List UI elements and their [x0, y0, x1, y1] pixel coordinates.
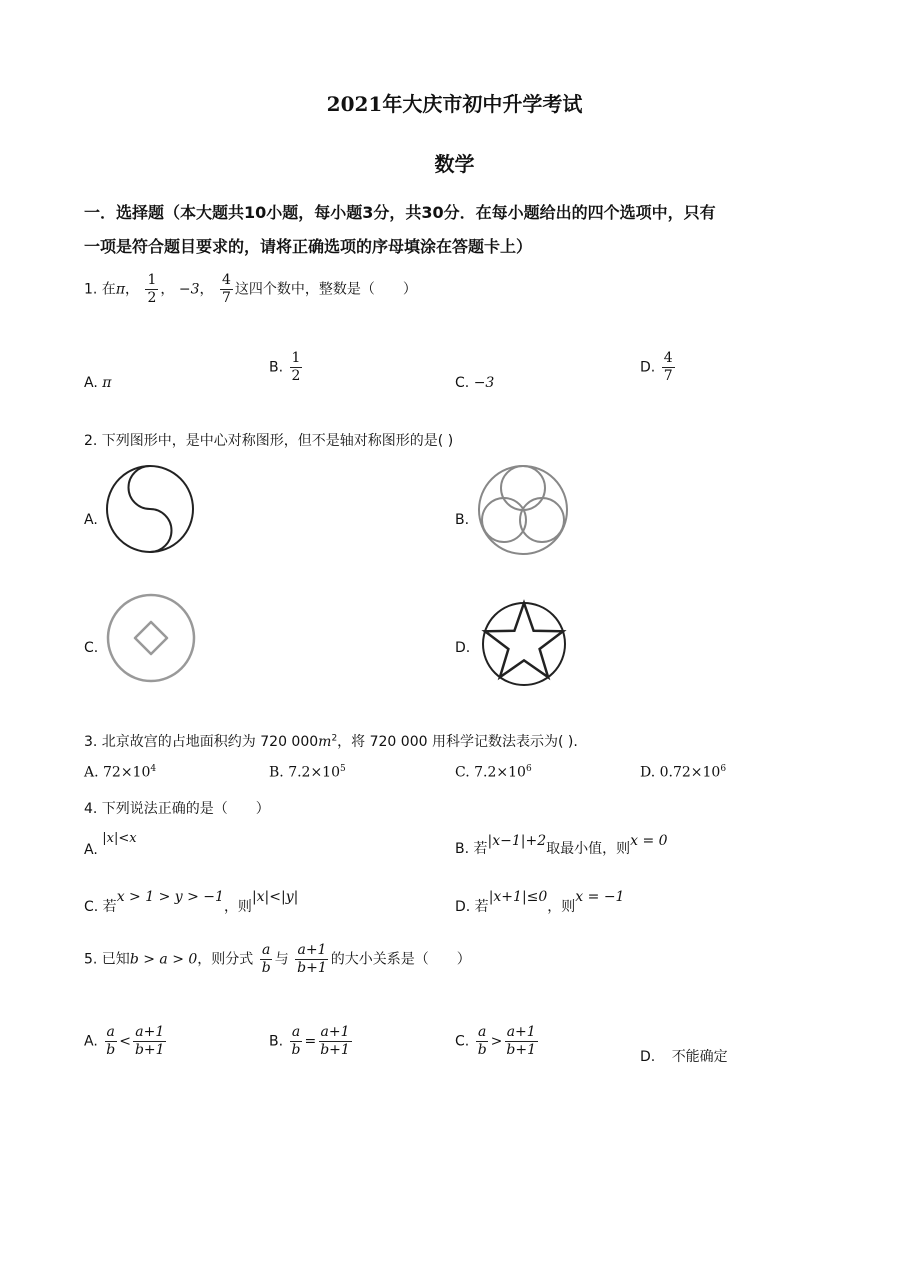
- option-fraction-left: [290, 1024, 303, 1059]
- q5-condition: b > a > 0: [129, 951, 198, 968]
- q1-fraction-47: [220, 272, 233, 307]
- option-expr: |x−1|+2: [487, 833, 547, 849]
- q5-option-a[interactable]: [84, 1024, 169, 1059]
- q4-option-c[interactable]: [84, 886, 299, 915]
- option-expr: x > 1 > y > −1: [116, 889, 224, 905]
- fraction-den: 2: [291, 368, 301, 384]
- q1-prefix: 1. 在: [84, 281, 116, 298]
- fraction-den: b+1: [506, 1042, 536, 1058]
- option-label: D.: [640, 359, 656, 376]
- q5-fraction-a-b: [260, 942, 273, 977]
- q1-option-c[interactable]: [455, 375, 494, 391]
- fraction-den: b+1: [320, 1042, 350, 1058]
- q3-option-d[interactable]: [640, 764, 726, 781]
- q3-text-b: ，将 720 000 用科学记数法表示为( ).: [337, 734, 578, 750]
- option-fraction: [662, 350, 675, 385]
- option-relation: <: [119, 1033, 131, 1050]
- fraction-num: a+1: [506, 1024, 536, 1040]
- option-relation: >: [490, 1033, 503, 1050]
- option-label: A.: [84, 1033, 98, 1050]
- fraction-den: b: [106, 1042, 116, 1058]
- option-fraction-right: [318, 1024, 352, 1059]
- option-exp: 4: [150, 764, 157, 774]
- q5-suffix: 的大小关系是（ ）: [330, 951, 471, 968]
- question-2: 2. 下列图形中，是中心对称图形，但不是轴对称图形的是( ): [84, 433, 454, 449]
- option-fraction-right: [504, 1024, 538, 1059]
- q1-sep: ，: [199, 281, 214, 298]
- q5-with: 与: [274, 951, 289, 968]
- fraction-den: b: [261, 960, 271, 976]
- three-circles-figure[interactable]: [472, 460, 574, 556]
- fraction-num: a: [106, 1024, 115, 1040]
- q1-option-b[interactable]: [269, 350, 304, 385]
- q3-option-c[interactable]: [455, 764, 532, 781]
- fraction-den: 7: [663, 368, 673, 384]
- fraction-num: 1: [291, 350, 301, 366]
- q3-unit: m: [318, 734, 332, 750]
- q5-option-c[interactable]: [455, 1024, 540, 1059]
- q1-option-d[interactable]: [640, 350, 677, 385]
- option-fraction-left: [476, 1024, 489, 1059]
- option-fraction-right: [133, 1024, 167, 1059]
- fraction-den: b+1: [134, 1042, 165, 1058]
- option-label: C. 7.2×10: [455, 764, 526, 781]
- section-header-line1: 一．选择题（本大题共10小题，每小题3分，共30分．在每小题给出的四个选项中，只有: [84, 203, 716, 222]
- option-label: B.: [269, 1033, 284, 1050]
- option-result: |x|<|y|: [251, 889, 299, 905]
- option-value: −3: [473, 375, 495, 391]
- option-mid: ，则: [223, 899, 252, 915]
- fraction-num: a+1: [297, 942, 327, 958]
- q5-prefix: 5. 已知: [84, 951, 130, 968]
- option-label: C.: [455, 375, 470, 391]
- fraction-num: a: [477, 1024, 487, 1040]
- q4-option-d[interactable]: [455, 886, 625, 915]
- question-4: 4. 下列说法正确的是（ ）: [84, 801, 270, 817]
- question-3: [84, 731, 578, 751]
- option-label: C. 若: [84, 899, 117, 915]
- q1-sep: ，: [160, 281, 175, 298]
- q1-half-den: 2: [147, 290, 157, 306]
- q1-neg3: −3: [178, 281, 200, 298]
- coin-square-figure[interactable]: [103, 590, 199, 686]
- fraction-num: a: [262, 942, 271, 958]
- q5-option-b[interactable]: [269, 1024, 354, 1059]
- q3-text-a: 3. 北京故宫的占地面积约为 720 000: [84, 734, 319, 750]
- option-label: B. 若: [455, 841, 488, 857]
- question-1: [84, 272, 417, 307]
- q1-47-den: 7: [221, 290, 231, 306]
- q5-option-d[interactable]: [640, 1046, 728, 1066]
- option-label: B. 7.2×10: [269, 764, 340, 781]
- subject-title: 数学: [434, 152, 475, 176]
- q3-unit-sup: 2: [331, 733, 338, 744]
- option-fraction-left: [104, 1024, 117, 1059]
- option-relation: =: [304, 1033, 317, 1050]
- option-label: C.: [455, 1033, 470, 1050]
- option-label: A. 72×10: [84, 764, 151, 781]
- q1-suffix: 这四个数中，整数是（ ）: [234, 281, 417, 298]
- fraction-den: b: [291, 1042, 301, 1058]
- question-5: [84, 942, 471, 977]
- star-circle-figure[interactable]: [476, 596, 572, 688]
- fraction-num: a: [291, 1024, 301, 1040]
- q5-fraction-a1-b1: [295, 942, 329, 977]
- q4-option-b[interactable]: [455, 830, 668, 857]
- option-fraction: [290, 350, 303, 385]
- option-result: x = −1: [575, 889, 625, 905]
- fraction-num: a+1: [320, 1024, 350, 1040]
- option-exp: 6: [525, 764, 532, 774]
- option-label: A.: [84, 842, 98, 858]
- option-label: D. 0.72×10: [640, 764, 721, 781]
- q1-option-a[interactable]: [84, 375, 111, 391]
- option-result: x = 0: [630, 833, 668, 849]
- q1-pi: π: [115, 281, 126, 298]
- q2-option-a-label[interactable]: A.: [84, 512, 98, 528]
- option-value: π: [102, 375, 112, 391]
- fraction-num: a+1: [135, 1024, 165, 1040]
- q1-sep: ，: [125, 281, 140, 298]
- q3-option-a[interactable]: [84, 764, 156, 781]
- fraction-den: b+1: [297, 960, 327, 976]
- fraction-num: 4: [663, 350, 673, 366]
- q5-mid: ，则分式: [197, 951, 254, 968]
- q4-option-a[interactable]: [84, 830, 137, 858]
- option-expr: |x|<x: [102, 831, 137, 846]
- option-exp: 6: [720, 764, 727, 774]
- option-mid: 取最小值，则: [546, 841, 631, 857]
- fraction-den: b: [477, 1042, 487, 1058]
- yin-yang-figure[interactable]: [101, 462, 199, 556]
- q2-option-c-label[interactable]: C.: [84, 640, 99, 656]
- option-mid: ，则: [547, 899, 576, 915]
- option-label: A.: [84, 375, 98, 391]
- option-label: D. 若: [455, 899, 489, 915]
- q2-option-b-label[interactable]: B.: [455, 512, 470, 528]
- q1-47-num: 4: [221, 272, 231, 288]
- option-expr: |x+1|≤0: [488, 889, 548, 905]
- q1-fraction-half: [145, 272, 158, 307]
- option-exp: 5: [340, 764, 346, 774]
- option-label: B.: [269, 359, 284, 376]
- q1-half-num: 1: [147, 272, 157, 288]
- option-text: 不能确定: [671, 1049, 728, 1065]
- exam-title: 2021年大庆市初中升学考试: [326, 92, 583, 116]
- option-label: D.: [640, 1049, 656, 1065]
- section-header-line2: 一项是符合题目要求的，请将正确选项的序母填涂在答题卡上）: [84, 237, 533, 256]
- q2-option-d-label[interactable]: D.: [455, 640, 471, 656]
- q3-option-b[interactable]: [269, 764, 346, 781]
